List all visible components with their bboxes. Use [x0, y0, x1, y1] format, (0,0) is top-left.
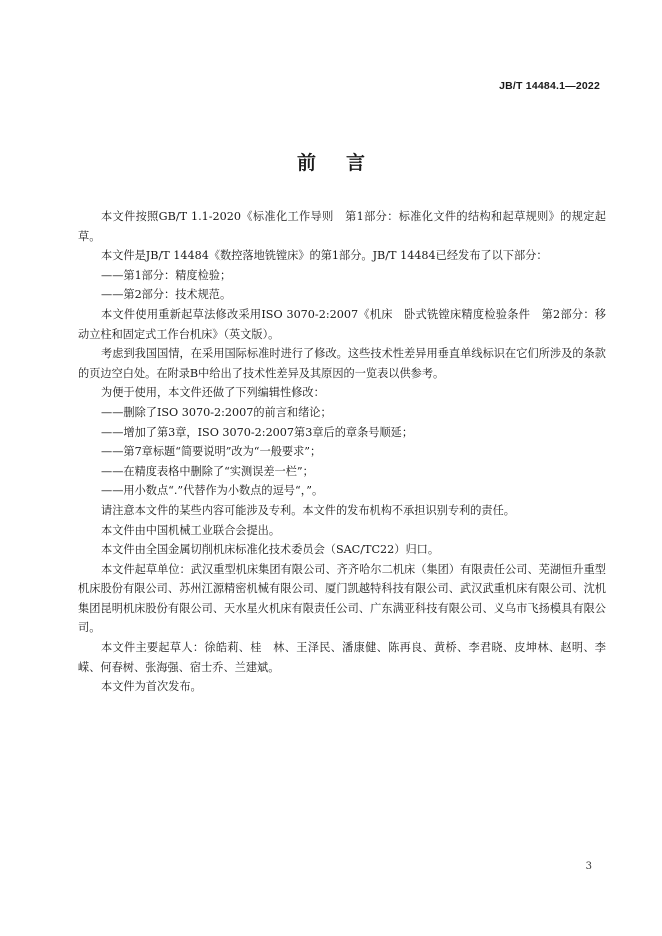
page-number: 3 [585, 861, 592, 872]
paragraph: 本文件主要起草人：徐皓莉、桂 林、王泽民、潘康健、陈再良、黄桥、李君晓、皮坤林、赵明、李嵘、何春树、张海强、宿士乔、兰建斌。 [78, 641, 606, 674]
paragraph: 本文件是JB/T 14484《数控落地铣镗床》的第1部分。JB/T 14484已经发布了以下部分： [101, 249, 548, 263]
paragraph: 为便于使用，本文件还做了下列编辑性修改： [101, 386, 325, 400]
paragraph: 本文件使用重新起草法修改采用ISO 3070-2:2007《机床 卧式铣镗床精度检验条件 第2部分：移动立柱和固定式工作台机床》（英文版）。 [78, 307, 606, 341]
paragraph: 本文件由中国机械工业联合会提出。 [101, 523, 281, 537]
list-item: ——用小数点“.”代替作为小数点的逗号“，”。 [101, 484, 324, 498]
list-item: ——删除了ISO 3070-2:2007的前言和绪论； [101, 405, 332, 419]
paragraph: 本文件按照GB/T 1.1-2020《标准化工作导则 第1部分：标准化文件的结构和起草规则》的规定起草。 [78, 210, 606, 243]
paragraph: 考虑到我国国情，在采用国际标准时进行了修改。这些技术性差异用垂直单线标识在它们所涉及的条款的页边空白处。在附录B中给出了技术性差异及其原因的一览表以供参考。 [78, 347, 606, 380]
list-item: ——第2部分：技术规范。 [101, 288, 232, 302]
list-item: ——增加了第3章，ISO 3070-2:2007第3章后的章条号顺延； [101, 425, 414, 439]
standard-code: JB/T 14484.1—2022 [499, 80, 600, 92]
foreword-body [78, 207, 606, 697]
paragraph: 本文件起草单位：武汉重型机床集团有限公司、齐齐哈尔二机床（集团）有限责任公司、芜湖恒升重型机床股份有限公司、苏州江源精密机械有限公司、厦门凯越特科技有限公司、武汉武重机床有限公司、沈机集团昆明机床股份有限公司、天水星火机床有限责任公司、广东满亚科技有限公司、义乌市飞扬模具有限公司。 [78, 562, 606, 635]
paragraph: 请注意本文件的某些内容可能涉及专利。本文件的发布机构不承担识别专利的责任。 [101, 503, 515, 517]
list-item: ——第1部分：精度检验； [101, 268, 232, 282]
list-item: ——在精度表格中删除了“实测误差一栏”； [101, 464, 314, 478]
list-item: ——第7章标题“简要说明”改为“一般要求”； [101, 445, 322, 459]
paragraph: 本文件为首次发布。 [101, 680, 202, 694]
paragraph: 本文件由全国金属切削机床标准化技术委员会（SAC/TC22）归口。 [101, 543, 440, 557]
page-title: 前言 [296, 152, 395, 174]
